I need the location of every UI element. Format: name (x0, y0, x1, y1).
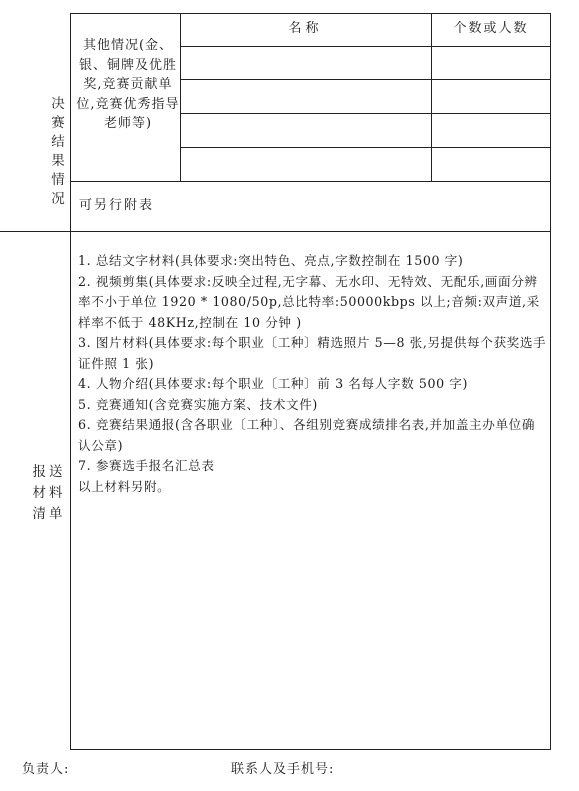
table-right-border (550, 13, 551, 750)
attach-note: 可另行附表 (79, 198, 155, 213)
other-column-border (180, 13, 181, 182)
other-info-label: 其他情况(金、银、铜牌及优胜奖,竞赛贡献单位,竞赛优秀指导老师等) (76, 38, 180, 131)
list-item: 1. 总结文字材料(具体要求:突出特色、亮点,字数控制在 1500 字) (78, 253, 464, 268)
table-top-border (70, 13, 551, 14)
other-section-bottom-border (70, 181, 551, 182)
list-item: 以上材料另附。 (78, 478, 171, 494)
list-item: 2. 视频剪集(具体要求:反映全过程,无字幕、无水印、无特效、无配乐,画面分辨率不小于单位 1920 * 1080/50p,总比特率:50000kbps 以上;音频:双声道,采样率不低于 48KHz,控制在 10 分钟 ) (78, 273, 540, 330)
result-section-bottom-border (0, 231, 551, 232)
count-column-header: 个数或人数 (453, 21, 529, 36)
name-row-border-3 (180, 147, 551, 148)
name-row-border-1 (180, 79, 551, 80)
table-bottom-border (70, 749, 551, 750)
responsible-person-label: 负责人: (22, 762, 70, 777)
contact-phone-label: 联系人及手机号: (231, 762, 335, 777)
list-item: 7. 参赛选手报名汇总表 (78, 458, 215, 473)
materials-row-label: 报送材料清单 (32, 464, 66, 522)
list-item: 3. 图片材料(具体要求:每个职业〔工种〕精选照片 5—8 张,另提供每个获奖选手证件照 1 张) (78, 335, 547, 371)
name-row-border-2 (180, 113, 551, 114)
list-item: 5. 竞赛通知(含竞赛实施方案、技术文件) (78, 396, 318, 412)
count-column-border (431, 13, 432, 182)
result-row-label: 决赛结果情况 (51, 96, 67, 207)
header-row-border (180, 46, 551, 47)
list-item: 4. 人物介绍(具体要求:每个职业〔工种〕前 3 名每人字数 500 字) (78, 376, 469, 391)
name-column-header: 名称 (288, 21, 323, 36)
materials-list (78, 251, 548, 497)
list-item: 6. 竞赛结果通报(含各职业〔工种〕、各组别竞赛成绩排名表,并加盖主办单位确认公章) (78, 417, 536, 453)
